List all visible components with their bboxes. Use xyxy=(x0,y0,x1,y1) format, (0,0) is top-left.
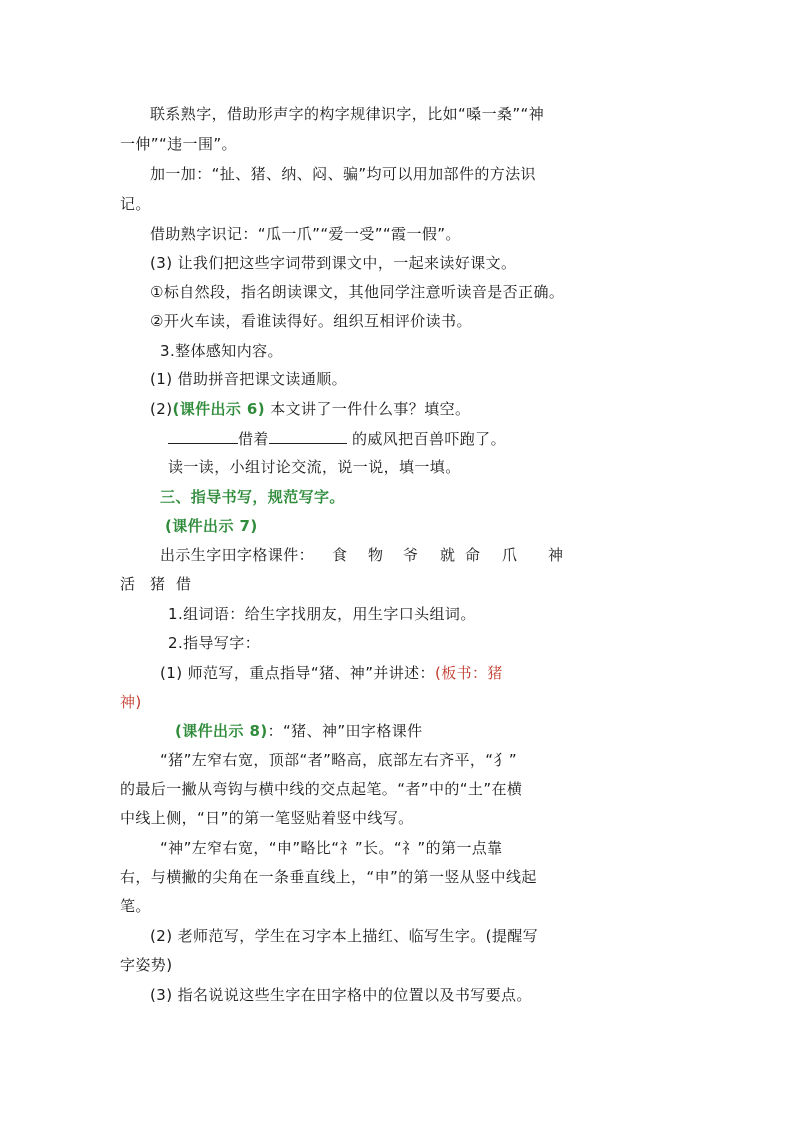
text-line: (2) 老师范写，学生在习字本上描红、临写生字。(提醒写 xyxy=(150,927,539,945)
instruction-text: (1) 师范写，重点指导“猪、神”并讲述： xyxy=(160,664,435,682)
text-line: 右，与横撇的尖角在一条垂直线上，“申”的第一竖从竖中线起 xyxy=(120,868,537,886)
text-line: 读一读，小组讨论交流，说一说，填一填。 xyxy=(168,458,461,476)
text-line: 1.组词语：给生字找朋友，用生字口头组词。 xyxy=(168,605,476,623)
section-heading: 3.整体感知内容。 xyxy=(160,342,283,360)
fill-text: 的威风把百兽吓跑了。 xyxy=(351,430,506,448)
text-line: 2.指导写字： xyxy=(168,634,261,652)
text-line: ②开火车读，看谁读得好。组织互相评价读书。 xyxy=(150,312,472,330)
board-note: (板书：猪 xyxy=(434,664,503,682)
question-text: 本文讲了一件什么事？填空。 xyxy=(270,400,471,418)
text-line xyxy=(175,722,620,740)
char: 活 xyxy=(120,575,136,593)
text-line xyxy=(160,664,605,682)
courseware-label: (课件出示 6) xyxy=(172,400,266,418)
text-line: (3) 指名说说这些生字在田字格中的位置以及书写要点。 xyxy=(150,986,532,1004)
text-line: 加一加：“扯、猪、纳、闷、骗”均可以用加部件的方法识 xyxy=(150,165,536,183)
char: 食 xyxy=(332,546,348,564)
item-number: (2) xyxy=(150,400,173,418)
text-line: 字姿势) xyxy=(120,956,173,974)
text-line: 记。 xyxy=(120,195,151,213)
blank-field[interactable] xyxy=(168,429,238,444)
text-prefix: 出示生字田字格课件： xyxy=(160,546,315,564)
board-note: 神) xyxy=(120,693,142,711)
fill-in-blank-line xyxy=(168,429,613,448)
character-list-line xyxy=(160,546,605,564)
text-line: “猪”左窄右宽，顶部“者”略高，底部左右齐平，“犭” xyxy=(160,751,518,769)
text-line: 中线上侧，“日”的第一笔竖贴着竖中线写。 xyxy=(120,809,414,827)
text-line: 借助熟字识记：“瓜一爪”“爱一受”“霞一假”。 xyxy=(150,225,461,243)
char: 神 xyxy=(548,546,564,564)
text-line: 联系熟字，借助形声字的构字规律识字，比如“嗓一桑”“神 xyxy=(150,105,545,123)
char: 猪 xyxy=(150,575,166,593)
text-line: ①标自然段，指名朗读课文，其他同学注意听读音是否正确。 xyxy=(150,283,565,301)
char: 爷 xyxy=(403,546,419,564)
fill-text: 借着 xyxy=(238,430,269,448)
text-line: 笔。 xyxy=(120,897,151,915)
section-heading: 三、指导书写，规范写字。 xyxy=(160,488,345,506)
char: 物 xyxy=(368,546,384,564)
text-line: (3) 让我们把这些字词带到课文中，一起来读好课文。 xyxy=(150,254,517,272)
courseware-label: (课件出示 7) xyxy=(165,517,258,535)
text-line: “神”左窄右宽，“申”略比“礻”长。“礻”的第一点靠 xyxy=(160,839,503,857)
text-line: 的最后一撇从弯钩与横中线的交点起笔。“者”中的“土”在横 xyxy=(120,780,523,798)
text-line xyxy=(150,400,595,418)
courseware-desc: ：“猪、神”田字格课件 xyxy=(267,722,423,740)
text-line: 一伸”“违一围”。 xyxy=(120,135,237,153)
char: 命 xyxy=(465,546,481,564)
char: 借 xyxy=(176,575,192,593)
blank-field[interactable] xyxy=(269,429,347,444)
text-line: (1) 借助拼音把课文读通顺。 xyxy=(150,370,348,388)
char: 爪 xyxy=(502,546,518,564)
char: 就 xyxy=(440,546,456,564)
courseware-label: (课件出示 8) xyxy=(175,722,268,740)
